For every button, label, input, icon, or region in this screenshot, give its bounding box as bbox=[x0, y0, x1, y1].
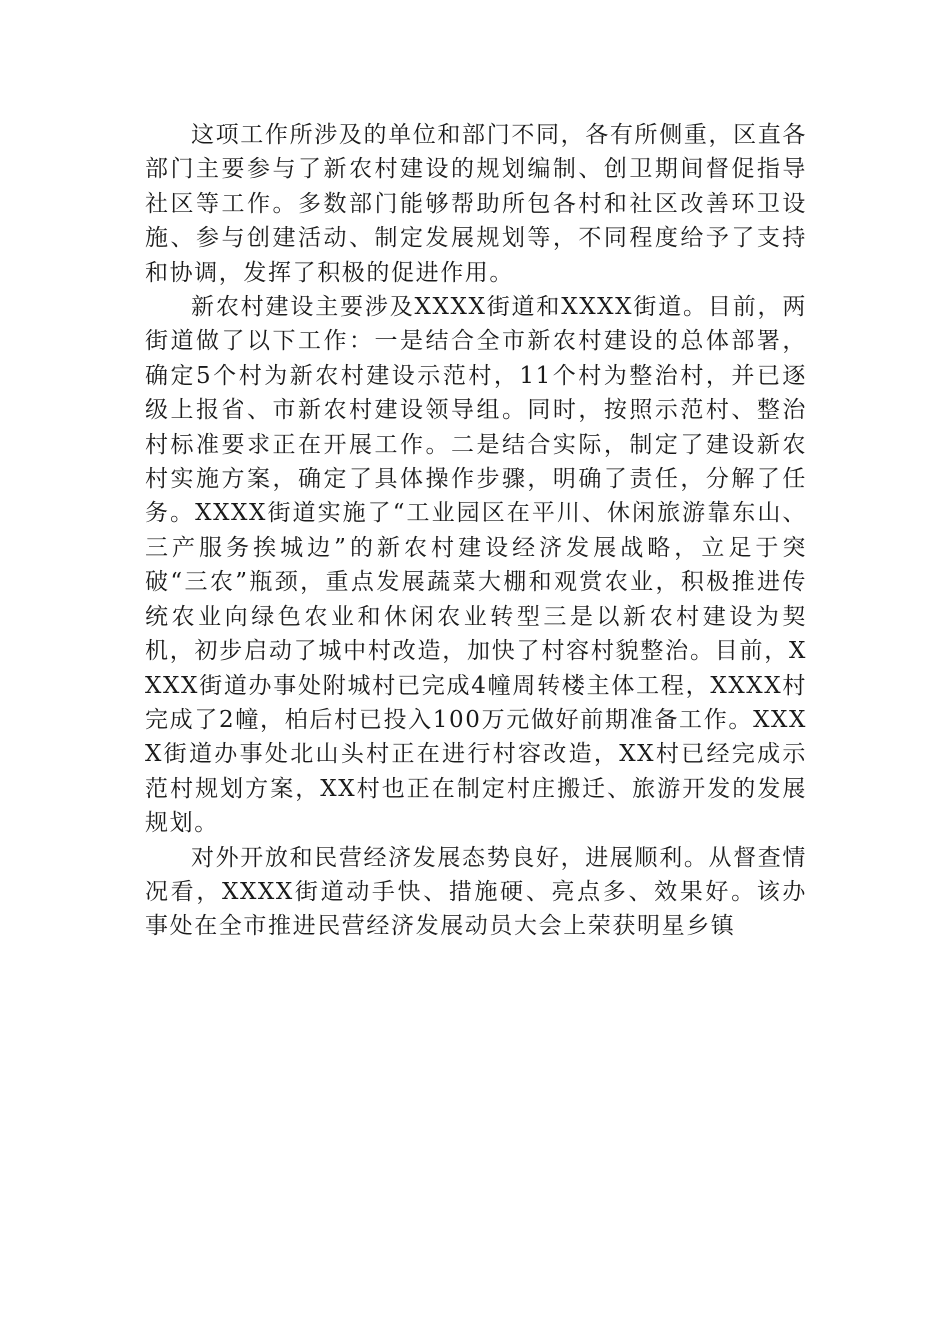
paragraph-1: 这项工作所涉及的单位和部门不同，各有所侧重，区直各部门主要参与了新农村建设的规划编制、创卫期间督促指导社区等工作。多数部门能够帮助所包各村和社区改善环卫设施、参与创建活动、制定发展规划等，不同程度给予了支持和协调，发挥了积极的促进作用。 bbox=[145, 122, 807, 286]
paragraph-3: 对外开放和民营经济发展态势良好，进展顺利。从督查情况看，XXXX街道动手快、措施硬、亮点多、效果好。该办事处在全市推进民营经济发展动员大会上荣获明星乡镇 bbox=[145, 844, 807, 940]
paragraph-2: 新农村建设主要涉及XXXX街道和XXXX街道。目前，两街道做了以下工作：一是结合全市新农村建设的总体部署，确定5个村为新农村建设示范村，11个村为整治村，并已逐级上报省、市新农村建设领导组。同时，按照示范村、整治村标准要求正在开展工作。二是结合实际，制定了建设新农村实施方案，确定了具体操作步骤，明确了责任，分解了任务。XXXX街道实施了“工业园区在平川、休闲旅游靠东山、三产服务挨城边”的新农村建设经济发展战略，立足于突破“三农”瓶颈，重点发展蔬菜大棚和观赏农业，积极推进传统农业向绿色农业和休闲农业转型三是以新农村建设为契机，初步启动了城中村改造，加快了村容村貌整治。目前，XXXX街道办事处附城村已完成4幢周转楼主体工程，XXXX村完成了2幢，柏后村已投入100万元做好前期准备工作。XXXX街道办事处北山头村正在进行村容改造，XX村已经完成示范村规划方案，XX村也正在制定村庄搬迁、旅游开发的发展规划。 bbox=[145, 294, 807, 837]
document-page bbox=[145, 118, 807, 944]
